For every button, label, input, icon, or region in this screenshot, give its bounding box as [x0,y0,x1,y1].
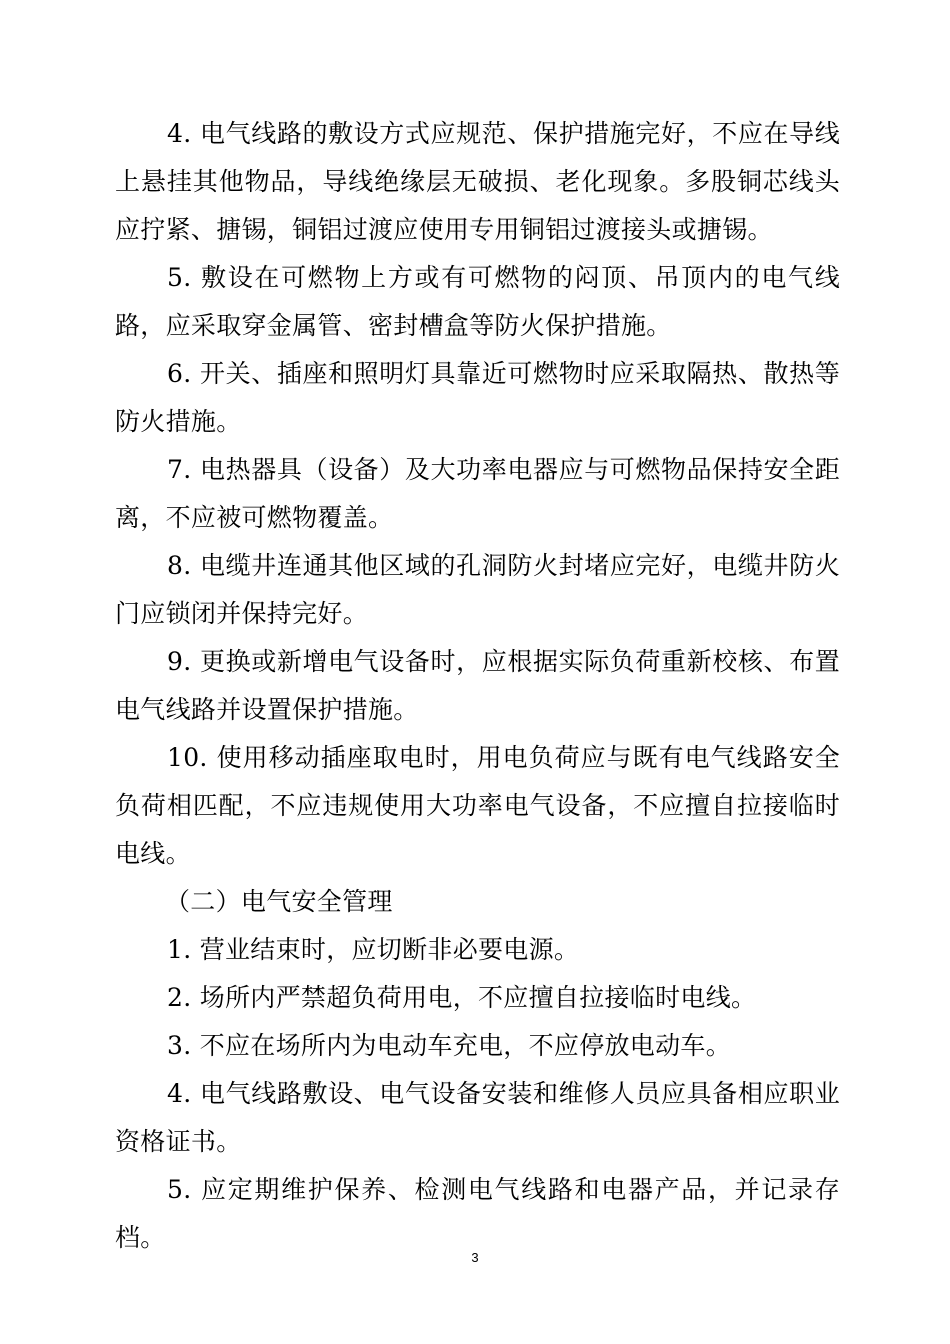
section-heading: （二）电气安全管理 [165,887,393,916]
paragraph-item-4: 4. 电气线路的敷设方式应规范、保护措施完好，不应在导线上悬挂其他物品，导线绝缘层无破损、老化现象。多股铜芯线头应拧紧、搪锡，铜铝过渡应使用专用铜铝过渡接头或搪锡。 [115,119,840,244]
paragraph-item-9: 9. 更换或新增电气设备时，应根据实际负荷重新校核、布置电气线路并设置保护措施。 [115,647,840,724]
section-item-2: 2. 场所内严禁超负荷用电，不应擅自拉接临时电线。 [167,983,757,1012]
paragraph-item-6: 6. 开关、插座和照明灯具靠近可燃物时应采取隔热、散热等防火措施。 [115,359,840,436]
paragraph-item-8: 8. 电缆井连通其他区域的孔洞防火封堵应完好，电缆井防火门应锁闭并保持完好。 [115,551,840,628]
section-item-1: 1. 营业结束时，应切断非必要电源。 [167,935,580,964]
paragraph-item-7: 7. 电热器具（设备）及大功率电器应与可燃物品保持安全距离，不应被可燃物覆盖。 [115,455,840,532]
paragraph-item-10: 10. 使用移动插座取电时，用电负荷应与既有电气线路安全负荷相匹配，不应违规使用大功率电气设备，不应擅自拉接临时电线。 [115,743,840,868]
section-item-4: 4. 电气线路敷设、电气设备安装和维修人员应具备相应职业资格证书。 [115,1079,840,1156]
paragraph-item-5: 5. 敷设在可燃物上方或有可燃物的闷顶、吊顶内的电气线路，应采取穿金属管、密封槽盒等防火保护措施。 [115,263,840,340]
section-item-3: 3. 不应在场所内为电动车充电，不应停放电动车。 [167,1031,732,1060]
section-item-5: 5. 应定期维护保养、检测电气线路和电器产品，并记录存档。 [115,1175,840,1252]
document-body [115,110,840,1262]
page-number: 3 [471,1250,479,1265]
